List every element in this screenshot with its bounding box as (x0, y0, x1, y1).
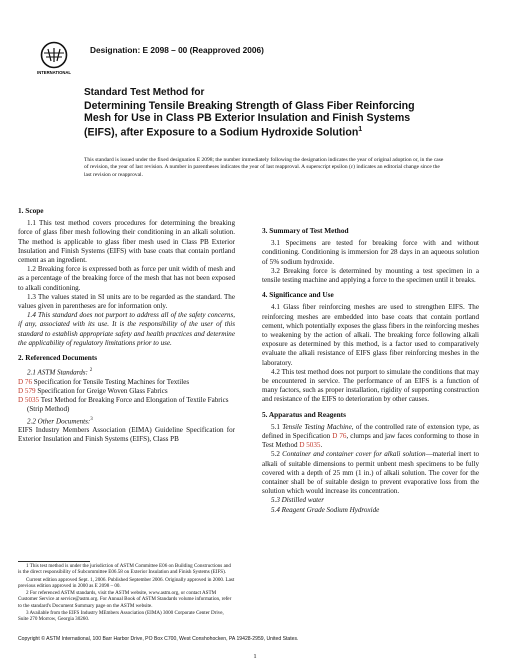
scope-1-3: 1.3 The values stated in SI units are to be regarded as the standard. The values given in parentheses are for information only. (18, 292, 235, 311)
footnote-3: 3 Available from the EIFS Industry MEmbers Association (EIMA) 3000 Corporate Center Drive, Suite 270 Morrow, Georgia 30260. (18, 610, 224, 623)
significance-4-2: 4.2 This test method does not purport to simulate the conditions that may be encountered in service. The performance of an EIFS is a function of many factors, such as proper installation, rigidity of supporting construction and resistance of the EIFS to deterioration by other causes. (262, 367, 479, 404)
designation: Designation: E 2098 – 00 (Reapproved 2006) (90, 45, 264, 55)
summary-3-2: 3.2 Breaking force is determined by mounting a test specimen in a tensile testing machine and applying a force to the specimen until it breaks. (262, 266, 479, 285)
scope-heading: 1. Scope (18, 206, 44, 215)
eima-guideline: EIFS Industry Members Association (EIMA) Guideline Specification for Exterior Insulation and Finish Systems (EIFS), Class PB (18, 426, 235, 444)
footnote-divider (18, 561, 90, 562)
apparatus-heading: 5. Apparatus and Reagents (262, 409, 346, 419)
footnote-1b: Current edition approved Sept. 1, 2006. Published September 2006. Originally approved in 2000. Last previous edition approved in 2000 as E 2098 – 00. (18, 576, 235, 589)
significance-4-1: 4.1 Glass fiber reinforcing meshes are used to strengthen EIFS. The reinforcing meshes are embedded into base coats that contain portland cement, which potentially exposes the glass fibers in the reinforcing meshes to weakening by the action of alkali. The breaking force following alkali exposure as determined by this method, is a factor used to comparatively evaluate the alkali resistance of EIFS glass fiber reinforcing meshes in the laboratory. (262, 303, 479, 367)
footnote-1: 1 This test method is under the jurisdiction of ASTM Committee E06 on Building Constructions and is the direct responsibility of Subcommittee E06.58 on Exterior Insulation and Finish Systems (EIFS). (18, 563, 231, 576)
left-column (18, 201, 235, 445)
link-d76[interactable]: D 76 (332, 432, 347, 441)
ref-d579[interactable]: D 579 Specification for Greige Woven Glass Fabrics (18, 387, 168, 396)
ref-d76[interactable]: D 76 Specification for Tensile Testing Machines for Textiles (18, 377, 190, 386)
astm-logo (34, 40, 74, 76)
scope-1-1: 1.1 This test method covers procedures for determining the breaking force of glass fiber mesh following their conditioning in an alkali solution. The method is applicable to glass fiber mesh used in Class PB Exterior Insulation and Finish Systems (EIFS) with base coats that contain portland cement as an ingredient. (18, 219, 235, 265)
referenced-heading: 2. Referenced Documents (18, 353, 98, 363)
title-footnote-mark: 1 (358, 126, 363, 134)
apparatus-5-4: 5.4 Reagent Grade Sodium Hydroxide (271, 505, 380, 514)
footnote-2: 2 For referenced ASTM standards, visit the ASTM website, www.astm.org, or contact ASTM Customer Service at service@astm.org. For Annual Book of ASTM Standards volume information, refer to the standard's Document Summary page on the ASTM website. (18, 590, 232, 609)
ref-d5035[interactable]: D 5035 Test Method for Breaking Force and Elongation of Textile Fabrics (Strip Method) (18, 396, 229, 414)
title-line1: Standard Test Method for (84, 87, 205, 98)
other-documents-label: 2.2 Other Documents:$^3$ (27, 416, 93, 425)
apparatus-5-1: 5.1 Tensile Testing Machine, of the controlled rate of extension type, as defined in Specification D 76, clumps and jaw faces conforming to those in Test Method D 5035. (262, 422, 480, 450)
astm-standards-label: 2.1 ASTM Standards: $^2$ (27, 368, 93, 377)
scope-1-4: 1.4 This standard does not purport to address all of the safety concerns, if any, associated with its use. It is the responsibility of the user of this standard to establish appropriate safety and health practices and determine the applicability of regulatory limitations prior to use. (18, 311, 235, 347)
scope-1-2: 1.2 Breaking force is expressed both as force per unit width of mesh and as a percentage of the breaking force of the mesh that has not been exposed to alkali conditioning. (18, 265, 235, 292)
right-column (262, 190, 479, 515)
logo-text: INTERNATIONAL (37, 70, 71, 75)
apparatus-5-2: 5.2 Container and container cover for alkali solution—material inert to alkali of suitable dimensions to permit unbent mesh specimens to be fully covered with a depth of 25 mm (1 in.) of alkali solution. The cover for the container shall be of suitable design to prevent evaporative loss from the solution which would increase its concentration. (262, 450, 479, 496)
link-d5035[interactable]: D 5035 (299, 441, 321, 450)
title-block (84, 87, 444, 139)
summary-3-1: 3.1 Specimens are tested for breaking force with and without conditioning. Conditioning is immersion for 28 days in an aqueous solution of 5% sodium hydroxide. (262, 239, 479, 266)
footnotes (18, 563, 235, 624)
apparatus-5-3: 5.3 Distilled water (271, 496, 325, 505)
copyright-line: Copyright © ASTM International, 100 Barr Harbor Drive, PO Box C700, West Conshohocken, PA 19428-2959, United States. (18, 636, 299, 642)
title-text: Determining Tensile Breaking Strength of Glass Fiber Reinforcing Mesh for Use in Class PB Exterior Insulation and Finish Systems (EIFS), after Exposure to a Sodium Hydroxide Solution (84, 100, 415, 139)
page-title (84, 100, 444, 139)
standard-notice: This standard is issued under the fixed designation E 2098; the number immediately following the designation indicates the year of original adoption or, in the case of revision, the year of last revision. A number in parentheses indicates the year of last reapproval. A superscript epsilon (ε) indicates an editorial change since the last revision or reapproval. (84, 157, 444, 178)
summary-heading: 3. Summary of Test Method (262, 226, 349, 235)
significance-heading: 4. Significance and Use (262, 290, 334, 300)
